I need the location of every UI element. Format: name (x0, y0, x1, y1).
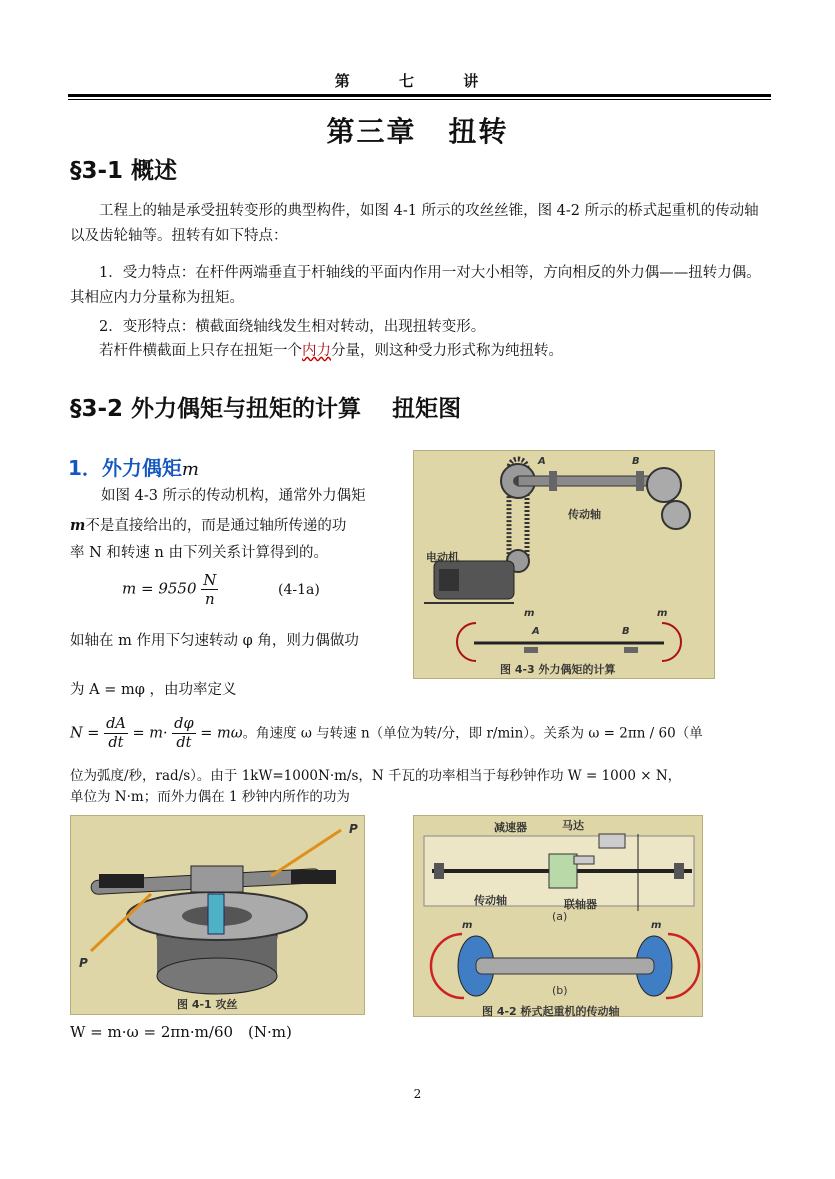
feature-1: 1．受力特点：在杆件两端垂直于杆轴线的平面内作用一对大小相等，方向相反的外力偶——扭转力偶。其相应内力分量称为扭矩。 (70, 265, 761, 306)
label-a: (a) (552, 910, 568, 923)
text-line-1: 如图 4-3 所示的传动机构，通常外力偶矩 (101, 488, 366, 504)
figure-4-2-caption: 图 4-2 桥式起重机的传动轴 (482, 1005, 620, 1018)
pure-torsion-note: 若杆件横截面上只存在扭矩一个内力分量，则这种受力形式称为纯扭转。 (99, 343, 563, 359)
running-header: 第 七 讲 (334, 72, 501, 90)
label-m-left-42: m (462, 920, 473, 931)
label-P-right: P (349, 822, 358, 836)
label-m-left: m (524, 608, 535, 619)
label-reducer: 减速器 (494, 821, 527, 834)
text-line-4: 如轴在 m 作用下匀速转动 φ 角，则力偶做功 (70, 633, 359, 649)
text-line-6: 位为弧度/秒，rad/s）。由于 1kW=1000N·m/s，N 千瓦的功率相当于每秒钟作功 W = 1000 × N， (70, 768, 682, 784)
section-3-1-title: §3-1 概述 (70, 158, 178, 184)
chapter-number: 第三章 (326, 115, 417, 148)
equation-4-1a: m = 9550 $\frac{N}{n}$ (122, 571, 217, 608)
page-number: 2 (413, 1087, 422, 1101)
label-coupling: 联轴器 (564, 898, 597, 911)
feature-2: 2．变形特点：横截面绕轴线发生相对转动，出现扭转变形。 (99, 319, 486, 335)
label-B-top: B (632, 456, 640, 467)
figure-4-1 (70, 815, 365, 1015)
text-line-2: m不是直接给出的，而是通过轴所传递的功 (70, 517, 347, 534)
text-line-3: 率 N 和转速 n 由下列关系计算得到的。 (70, 545, 328, 561)
figure-4-3 (413, 450, 715, 679)
transmission-mechanism-diagram (414, 451, 714, 678)
label-B-bottom: B (622, 626, 630, 637)
work-equation: W = m·ω = 2πn·m/60 (N·m) (70, 1023, 292, 1041)
section-3-1-intro: 工程上的轴是承受扭转变形的典型构件，如图 4-1 所示的攻丝丝锥，图 4-2 所示的桥式起重机的传动轴以及齿轮轴等。扭转有如下特点： (70, 203, 759, 244)
chapter-name: 扭转 (448, 115, 509, 148)
label-shaft: 传动轴 (568, 508, 601, 521)
chapter-title (0, 110, 835, 150)
label-motor: 电动机 (426, 551, 459, 564)
text-line-7: 单位为 N·m；而外力偶在 1 秒钟内所作的功为 (70, 789, 350, 805)
text-line-5: 为 A = mφ ，由功率定义 (70, 682, 237, 698)
label-m-right-42: m (651, 920, 662, 931)
label-motor-42: 马达 (562, 819, 584, 832)
header-rule-thin (68, 99, 771, 100)
label-m-right: m (657, 608, 668, 619)
power-equation: N = $\frac{dA}{dt}$ = m· $\frac{d\varphi}{dt}$ = mω。角速度 ω 与转速 n（单位为转/分，即 r/min）。关系为 ω = 2πn / 60（单 (70, 716, 703, 751)
tap-diagram (71, 816, 364, 1014)
section-3-2-title: §3-2 外力偶矩与扭矩的计算 扭矩图 (70, 396, 462, 422)
figure-4-3-caption: 图 4-3 外力偶矩的计算 (500, 663, 616, 676)
figure-4-2 (413, 815, 703, 1017)
figure-4-1-caption: 图 4-1 攻丝 (177, 998, 238, 1011)
subsection-title: 1．外力偶矩m (68, 456, 199, 480)
label-A-bottom: A (532, 626, 540, 637)
label-A-top: A (538, 456, 546, 467)
equation-tag: (4-1a) (278, 582, 320, 598)
label-shaft-42: 传动轴 (474, 894, 507, 907)
header-rule-thick (68, 94, 771, 97)
label-b: (b) (552, 984, 568, 997)
label-P-left: P (79, 956, 88, 970)
internal-force-mark: 内力 (302, 343, 331, 359)
